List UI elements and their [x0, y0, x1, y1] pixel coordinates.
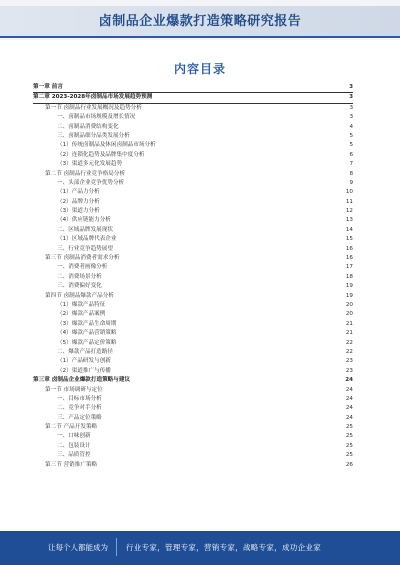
toc-entry[interactable]	[33, 198, 353, 207]
toc-entry[interactable]	[33, 376, 353, 385]
toc-entry-page: 25	[345, 433, 353, 440]
toc-entry[interactable]	[33, 357, 353, 366]
toc-entry-page: 24	[345, 377, 353, 384]
footer-tagline: 行业专家，管理专家，营销专家，战略专家，成功企业家	[126, 543, 321, 552]
toc-entry-title: （5）爆款产品定价策略	[57, 339, 117, 346]
toc-entry[interactable]	[33, 339, 353, 348]
toc-entry-page: 19	[345, 283, 353, 290]
toc-entry-page: 20	[345, 301, 353, 308]
toc-entry-title: （2）品牌力分析	[57, 198, 100, 205]
toc-entry-page: 24	[345, 405, 353, 412]
toc-entry-title: （1）产品研发与创新	[57, 358, 111, 365]
toc-entry[interactable]	[33, 216, 353, 225]
toc-entry-page: 12	[345, 208, 353, 215]
toc-entry-page: 16	[345, 245, 353, 252]
toc-entry[interactable]	[33, 104, 353, 113]
toc-entry[interactable]	[33, 273, 353, 282]
toc-entry-title: 一、消费者画像分析	[57, 264, 108, 271]
toc-entry-page: 24	[345, 386, 353, 393]
toc-entry-page: 3	[349, 94, 353, 101]
toc-entry[interactable]	[33, 235, 353, 244]
toc-entry-page: 13	[345, 217, 353, 224]
toc-entry[interactable]	[33, 292, 353, 301]
toc-entry[interactable]	[33, 386, 353, 395]
toc-entry-title: （4）供应链能力分析	[57, 217, 111, 224]
footer-divider	[116, 538, 117, 556]
toc-entry-title: 三、卤制品细分品类发展分析	[57, 132, 130, 139]
toc-entry-title: 第一节 卤制品行业发展概况及趋势分析	[45, 104, 142, 111]
toc-entry-title: 第二节 卤制品行业竞争格局分析	[45, 170, 126, 177]
toc-entry-page: 21	[345, 330, 353, 337]
toc-entry[interactable]	[33, 113, 353, 122]
toc-entry-page: 7	[349, 161, 353, 168]
toc-entry[interactable]	[33, 207, 353, 216]
toc-entry[interactable]	[33, 461, 353, 470]
toc-entry-title: 二、消费场景分析	[57, 273, 102, 280]
toc-entry[interactable]	[33, 320, 353, 329]
toc-entry-title: 三、品质管控	[57, 452, 91, 459]
toc-entry-page: 5	[349, 132, 353, 139]
toc-entry-title: （3）渠道多元化发展趋势	[57, 161, 123, 168]
toc-entry-title: 第三章 卤制品企业爆款打造策略与建议	[33, 377, 131, 384]
toc-entry[interactable]	[33, 367, 353, 376]
toc-entry[interactable]	[33, 404, 353, 413]
toc-entry[interactable]	[33, 93, 353, 103]
toc-entry-page: 23	[345, 358, 353, 365]
toc-entry[interactable]	[33, 423, 353, 432]
toc-entry[interactable]	[33, 160, 353, 169]
toc-entry[interactable]	[33, 414, 353, 423]
toc-entry-page: 19	[345, 292, 353, 299]
toc-entry[interactable]	[33, 245, 353, 254]
toc-entry-title: 三、消费偏好变化	[57, 283, 102, 290]
toc-entry-page: 3	[349, 104, 353, 111]
toc-entry[interactable]	[33, 226, 353, 235]
report-title: 卤制品企业爆款打造策略研究报告	[98, 14, 302, 29]
toc-entry-title: 一、口味创新	[57, 433, 91, 440]
toc-entry-title: （2）爆款产品案例	[57, 311, 106, 318]
toc-entry-page: 6	[349, 151, 353, 158]
toc-entry[interactable]	[33, 83, 353, 93]
toc-entry-page: 14	[345, 226, 353, 233]
toc-entry-title: 第二章 2023-2028年卤制品市场发展趋势预测	[33, 94, 153, 101]
toc-entry-page: 23	[345, 367, 353, 374]
toc-entry-page: 5	[349, 142, 353, 149]
toc-entry[interactable]	[33, 132, 353, 141]
toc-entry-title: （1）爆款产品特征	[57, 301, 106, 308]
toc-entry-title: （3）爆款产品生命周期	[57, 320, 117, 327]
toc-entry[interactable]	[33, 151, 353, 160]
footer-slogan: 让每个人都能成为	[48, 543, 108, 552]
toc-entry-title: 二、包装设计	[57, 442, 91, 449]
toc-entry[interactable]	[33, 254, 353, 263]
toc-entry-page: 15	[345, 236, 353, 243]
toc-entry-title: （1）传统卤制品及休闲卤制品市场分析	[57, 142, 156, 149]
toc-entry-title: 第三节 营销推广策略	[45, 461, 98, 468]
toc-entry-title: 二、竞争对手分析	[57, 405, 102, 412]
toc-entry-page: 24	[345, 395, 353, 402]
toc-entry-page: 10	[345, 189, 353, 196]
toc-entry-title: （1）产品力分析	[57, 189, 100, 196]
toc-entry[interactable]	[33, 188, 353, 197]
toc-entry[interactable]	[33, 141, 353, 150]
toc-entry-title: 第四节 卤制品爆款产品分析	[45, 292, 114, 299]
toc-entry[interactable]	[33, 282, 353, 291]
toc-entry-title: （2）连锁化趋势及品牌集中度分析	[57, 151, 145, 158]
toc-entry-page: 3	[349, 84, 353, 90]
toc-entry-page: 17	[345, 264, 353, 271]
toc-entry[interactable]	[33, 263, 353, 272]
toc-entry-page: 21	[345, 320, 353, 327]
toc-entry-page: 4	[349, 123, 353, 130]
toc-entry-title: （1）区域品牌代表企业	[57, 236, 117, 243]
toc-entry-page: 8	[349, 170, 353, 177]
toc-entry[interactable]	[33, 442, 353, 451]
toc-entry-page: 20	[345, 311, 353, 318]
table-of-contents	[33, 83, 353, 470]
toc-entry[interactable]	[33, 310, 353, 319]
toc-entry-title: （4）爆款产品营销策略	[57, 330, 117, 337]
toc-entry-title: （2）渠道推广与传播	[57, 367, 111, 374]
toc-entry-page: 22	[345, 348, 353, 355]
toc-entry-title: 第一节 市场调研与定位	[45, 386, 103, 393]
toc-entry[interactable]	[33, 432, 353, 441]
toc-entry-page: 18	[345, 273, 353, 280]
toc-entry[interactable]	[33, 329, 353, 338]
toc-entry-title: 第二节 产品开发策略	[45, 424, 98, 431]
toc-entry[interactable]	[33, 301, 353, 310]
toc-entry-title: 一、卤制品市场规模及增长情况	[57, 114, 136, 121]
toc-entry-title: 二、区域品牌发展现状	[57, 226, 113, 233]
toc-entry-page: 24	[345, 414, 353, 421]
toc-entry-page: 22	[345, 339, 353, 346]
header-divider	[0, 36, 400, 38]
toc-entry-title: 第三节 卤制品消费者需求分析	[45, 255, 120, 262]
toc-entry-page: 25	[345, 424, 353, 431]
toc-entry[interactable]	[33, 451, 353, 460]
toc-entry-title: 一、目标市场分析	[57, 395, 102, 402]
toc-entry[interactable]	[33, 179, 353, 188]
toc-entry-page: 11	[345, 198, 353, 205]
toc-entry-title: 三、行业竞争趋势展望	[57, 245, 113, 252]
toc-entry-title: （3）渠道力分析	[57, 208, 100, 215]
toc-heading: 内容目录	[173, 62, 226, 76]
toc-entry-page: 25	[345, 442, 353, 449]
toc-entry-page: 3	[349, 114, 353, 121]
toc-entry-title: 第一章 前言	[33, 84, 63, 90]
toc-entry-title: 一、头部企业竞争优势分析	[57, 179, 125, 186]
toc-entry-page: 16	[345, 255, 353, 262]
toc-entry-page: 9	[349, 179, 353, 186]
toc-entry[interactable]	[33, 123, 353, 132]
toc-entry-page: 25	[345, 452, 353, 459]
toc-entry-title: 三、产品定位策略	[57, 414, 102, 421]
toc-entry[interactable]	[33, 348, 353, 357]
toc-entry-page: 26	[345, 461, 353, 468]
toc-entry-title: 二、爆款产品打造路径	[57, 348, 113, 355]
toc-entry[interactable]	[33, 170, 353, 179]
toc-entry-title: 二、卤制品消费结构变化	[57, 123, 119, 130]
toc-entry[interactable]	[33, 395, 353, 404]
